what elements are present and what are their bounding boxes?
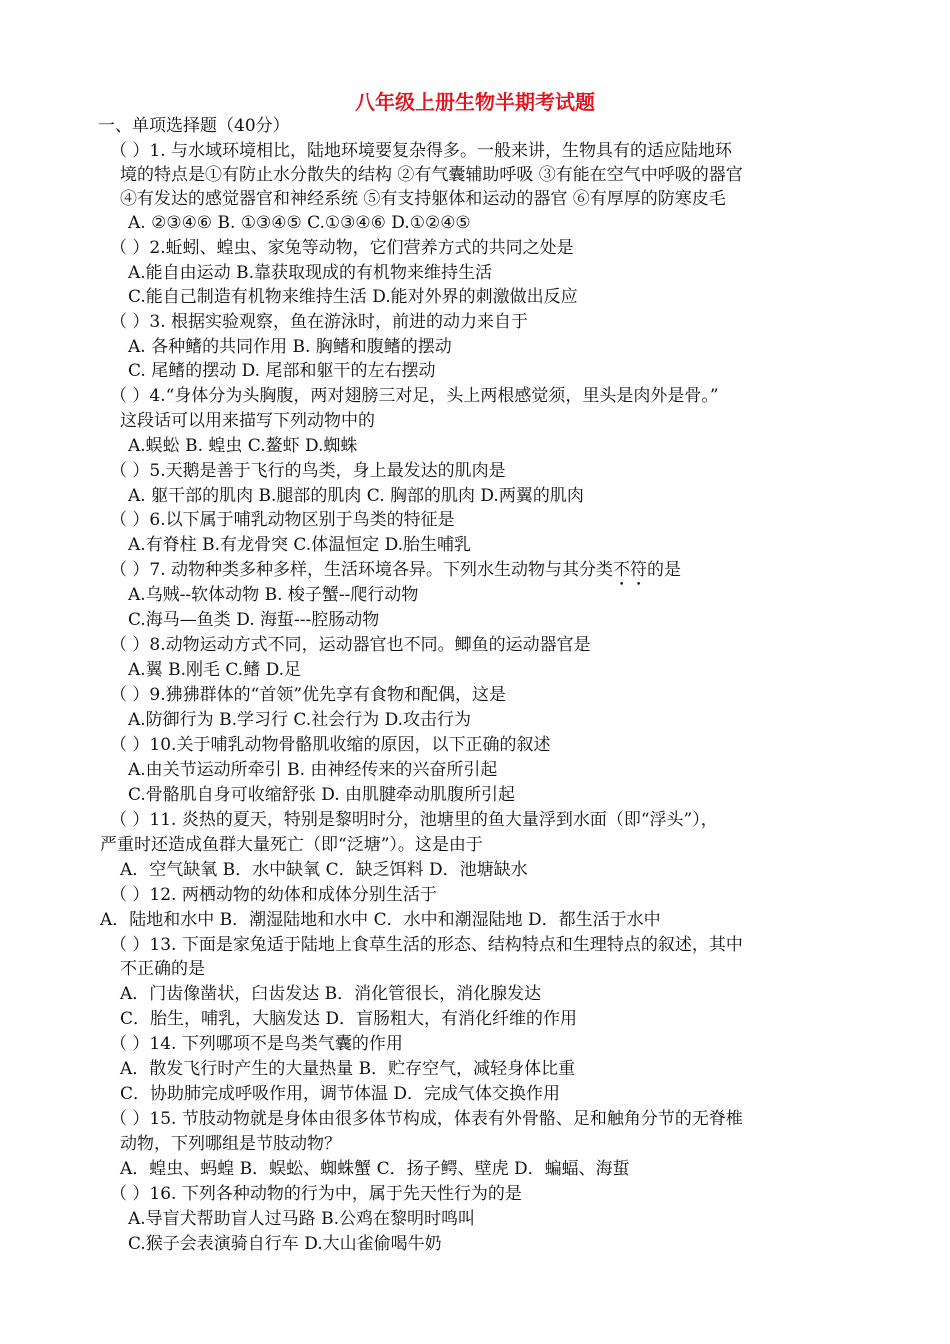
q9-stem: （ ）9.狒狒群体的“首领”优先享有食物和配偶，这是 bbox=[110, 685, 507, 705]
q14-stem: （ ）14. 下列哪项不是鸟类气囊的作用 bbox=[110, 1034, 403, 1054]
q7-options: A.乌贼--软体动物 B. 梭子蟹--爬行动物 bbox=[128, 585, 419, 605]
q4-stem: （ ）4.“身体分为头胸腹，两对翅膀三对足，头上两根感觉须，里头是肉外是骨。” bbox=[110, 386, 719, 406]
q16-options: A.导盲犬帮助盲人过马路 B.公鸡在黎明时鸣叫 bbox=[128, 1209, 475, 1229]
q15-stem: 动物，下列哪组是节肢动物？ bbox=[120, 1134, 341, 1154]
q10-stem: （ ）10.关于哺乳动物骨骼肌收缩的原因，以下正确的叙述 bbox=[110, 735, 551, 755]
q10-options: C.骨骼肌自身可收缩舒张 D. 由肌腱牵动肌腹所引起 bbox=[128, 785, 516, 805]
q12-options: A．陆地和水中 B．潮湿陆地和水中 C．水中和潮湿陆地 D．都生活于水中 bbox=[100, 910, 661, 930]
q1-stem-line: 境的特点是①有防止水分散失的结构 ②有气囊辅助呼吸 ③有能在空气中呼吸的器官 bbox=[120, 165, 743, 185]
q2-options: C.能自己制造有机物来维持生活 D.能对外界的刺激做出反应 bbox=[128, 287, 578, 307]
q2-stem: （ ）2.蚯蚓、蝗虫、家兔等动物，它们营养方式的共同之处是 bbox=[110, 238, 574, 258]
q3-options: C. 尾鳍的摆动 D. 尾部和躯干的左右摆动 bbox=[128, 361, 436, 381]
q4-options: A.蜈蚣 B. 蝗虫 C.鳌虾 D.蜘蛛 bbox=[128, 436, 358, 456]
q1-stem-line: ④有发达的感觉器官和神经系统 ⑤有支持躯体和运动的器官 ⑥有厚厚的防寒皮毛 bbox=[120, 189, 726, 209]
q11-stem: 严重时还造成鱼群大量死亡（即“泛塘”）。这是由于 bbox=[100, 835, 483, 855]
q8-stem: （ ）8.动物运动方式不同，运动器官也不同。鲫鱼的运动器官是 bbox=[110, 635, 591, 655]
q13-stem: 不正确的是 bbox=[120, 959, 205, 979]
q11-options: A．空气缺氧 B．水中缺氧 C．缺乏饵料 D．池塘缺水 bbox=[120, 860, 528, 880]
q5-stem: （ ）5.天鹅是善于飞行的鸟类，身上最发达的肌肉是 bbox=[110, 461, 506, 481]
q5-options: A. 躯干部的肌肉 B.腿部的肌肉 C. 胸部的肌肉 D.两翼的肌肉 bbox=[128, 486, 584, 506]
q16-stem: （ ）16. 下列各种动物的行为中，属于先天性行为的是 bbox=[110, 1184, 522, 1204]
section-heading: 一、单项选择题（40分） bbox=[98, 116, 290, 136]
q14-options: C．协助肺完成呼吸作用，调节体温 D．完成气体交换作用 bbox=[120, 1084, 561, 1104]
q13-options: C．胎生，哺乳，大脑发达 D．盲肠粗大，有消化纤维的作用 bbox=[120, 1009, 578, 1029]
q11-stem: （ ）11. 炎热的夏天，特别是黎明时分，池塘里的鱼大量浮到水面（即“浮头”）， bbox=[110, 810, 718, 830]
q12-stem: （ ）12. 两栖动物的幼体和成体分别生活于 bbox=[110, 885, 437, 905]
q4-stem: 这段话可以用来描写下列动物中的 bbox=[120, 411, 375, 431]
q16-options: C.猴子会表演骑自行车 D.大山雀偷喝牛奶 bbox=[128, 1234, 442, 1254]
q6-stem: （ ）6.以下属于哺乳动物区别于鸟类的特征是 bbox=[110, 510, 455, 530]
q2-options: A.能自由运动 B.靠获取现成的有机物来维持生活 bbox=[128, 263, 492, 283]
q7-emphasis: 不符 bbox=[613, 560, 648, 580]
q13-stem: （ ）13. 下面是家兔适于陆地上食草生活的形态、结构特点和生理特点的叙述，其中 bbox=[110, 935, 743, 955]
q8-options: A.翼 B.刚毛 C.鳍 D.足 bbox=[128, 660, 302, 680]
q14-options: A．散发飞行时产生的大量热量 B．贮存空气，减轻身体比重 bbox=[120, 1059, 576, 1079]
q1-options: A. ②③④⑥ B. ①③④⑤ C.①③④⑥ D.①②④⑤ bbox=[128, 213, 471, 233]
q7-stem-text: （ ）7. 动物种类多种多样，生活环境各异。下列水生动物与其分类 bbox=[110, 560, 614, 580]
q3-options: A. 各种鳍的共同作用 B. 胸鳍和腹鳍的摆动 bbox=[128, 337, 452, 357]
q7-stem-tail: 的是 bbox=[647, 560, 682, 580]
q6-options: A.有脊柱 B.有龙骨突 C.体温恒定 D.胎生哺乳 bbox=[128, 535, 472, 555]
q7-options: C.海马—鱼类 D. 海蜇---腔肠动物 bbox=[128, 610, 380, 630]
q15-stem: （ ）15. 节肢动物就是身体由很多体节构成，体表有外骨骼、足和触角分节的无脊椎 bbox=[110, 1109, 743, 1129]
q9-options: A.防御行为 B.学习行 C.社会行为 D.攻击行为 bbox=[128, 710, 472, 730]
q1-stem-line: （ ）1. 与水域环境相比，陆地环境要复杂得多。一般来讲，生物具有的适应陆地环 bbox=[110, 141, 733, 161]
q15-options: A．蝗虫、蚂蝗 B．蜈蚣、蜘蛛蟹 C．扬子鳄、壁虎 D．蝙蝠、海蜇 bbox=[120, 1159, 630, 1179]
page-title: 八年级上册生物半期考试题 bbox=[355, 90, 595, 114]
q13-options: A．门齿像凿状，臼齿发达 B．消化管很长，消化腺发达 bbox=[120, 984, 542, 1004]
q3-stem: （ ）3. 根据实验观察，鱼在游泳时，前进的动力来自于 bbox=[110, 312, 529, 332]
q10-options: A.由关节运动所牵引 B. 由神经传来的兴奋所引起 bbox=[128, 760, 498, 780]
